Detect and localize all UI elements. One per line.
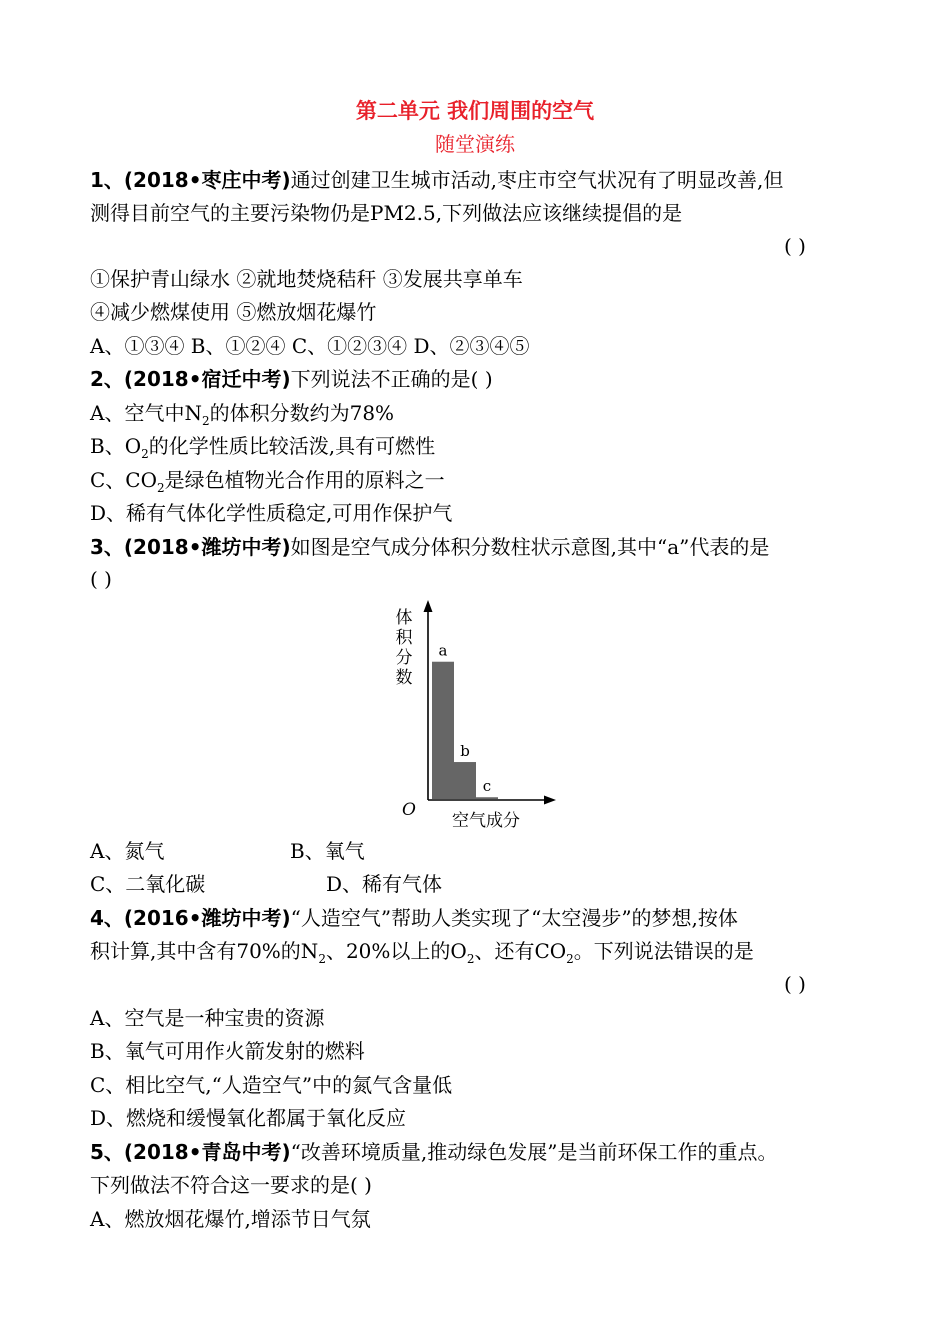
q4-option-b: B、氧气可用作火箭发射的燃料: [90, 1039, 365, 1063]
q1-items-line1: ①保护青山绿水 ②就地焚烧秸秆 ③发展共享单车: [90, 267, 523, 291]
section-subtitle: 随堂演练: [435, 132, 515, 156]
q1-stem-line2: 测得目前空气的主要污染物仍是PM2.5,下列做法应该继续提倡的是: [90, 201, 683, 225]
q5-stem-line1: [90, 1137, 777, 1167]
q2-option-a-subscript: 2: [201, 414, 210, 428]
bar-label-b: b: [460, 742, 470, 761]
q2-option-c-text: C、CO: [90, 468, 158, 492]
q2-option-d: D、稀有气体化学性质稳定,可用作保护气: [90, 501, 453, 525]
q1-options: A、①③④ B、①②④ C、①②③④ D、②③④⑤: [90, 334, 530, 358]
bar-b: [454, 762, 476, 799]
y-axis-label-char: 积: [395, 628, 413, 648]
bar-label-c: c: [482, 777, 492, 796]
q4-subscript-2: 2: [466, 952, 475, 966]
unit-title: 第二单元 我们周围的空气: [355, 99, 595, 123]
x-axis-arrow: [544, 796, 556, 805]
q4-option-d: D、燃烧和缓慢氧化都属于氧化反应: [90, 1106, 407, 1130]
q5-option-a: A、燃放烟花爆竹,增添节日气氛: [90, 1207, 371, 1231]
x-axis-label: 空气成分: [452, 811, 520, 831]
q4-option-c: C、相比空气,“人造空气”中的氮气含量低: [90, 1073, 453, 1097]
q4-subscript-3: 2: [566, 952, 574, 966]
bar-label-a: a: [438, 641, 448, 660]
q1-stem-line1: [90, 165, 783, 195]
q2-option-a-text-rest: 的体积分数约为78%: [209, 401, 395, 425]
q4-stem-text: “人造空气”帮助人类实现了“太空漫步”的梦想,按体: [290, 906, 738, 930]
q4-text-c: 、还有CO: [474, 939, 567, 963]
q3-option-c: C、二氧化碳: [90, 872, 206, 896]
q4-option-a: A、空气是一种宝贵的资源: [90, 1006, 325, 1030]
q2-option-b-text: B、O: [90, 434, 142, 458]
y-axis-label: [396, 608, 414, 688]
q1-items-line2: ④减少燃煤使用 ⑤燃放烟花爆竹: [90, 300, 377, 324]
air-composition-chart: [390, 598, 570, 834]
q2-option-c-text-rest: 是绿色植物光合作用的原料之一: [164, 468, 445, 492]
q5-stem-line2: 下列做法不符合这一要求的是( ): [90, 1173, 372, 1197]
q4-text-b: 、20%以上的O: [325, 939, 467, 963]
bar-c: [476, 797, 498, 799]
q3-option-d: D、稀有气体: [326, 872, 443, 896]
q3-number: 3、(2018•潍坊中考): [90, 535, 291, 559]
y-axis-label-char: 数: [395, 668, 413, 688]
q5-stem-text: “改善环境质量,推动绿色发展”是当前环保工作的重点。: [290, 1140, 778, 1164]
q3-option-b: B、氧气: [290, 839, 365, 863]
chart-bars: [432, 642, 498, 799]
q2-stem: [90, 364, 493, 394]
q2-stem-text: 下列说法不正确的是( ): [290, 367, 493, 391]
q2-number: 2、(2018•宿迁中考): [90, 367, 291, 391]
y-axis-label-char: 分: [395, 648, 413, 668]
q5-number: 5、(2018•青岛中考): [90, 1140, 291, 1164]
q1-answer-paren: ( ): [784, 234, 806, 258]
q2-option-c-subscript: 2: [157, 481, 165, 495]
q4-stem-line1: [90, 903, 738, 933]
q2-option-b-text-rest: 的化学性质比较活泼,具有可燃性: [148, 434, 436, 458]
q4-subscript-1: 2: [318, 952, 326, 966]
y-axis-arrow: [424, 600, 433, 612]
y-axis-label-char: 体: [395, 608, 413, 628]
q3-answer-paren: ( ): [90, 567, 112, 591]
origin-label: O: [402, 800, 416, 820]
q4-answer-paren: ( ): [784, 972, 806, 996]
q3-stem-text: 如图是空气成分体积分数柱状示意图,其中“a”代表的是: [290, 535, 770, 559]
q3-stem: [90, 532, 769, 562]
bar-a: [432, 662, 454, 799]
q1-number: 1、(2018•枣庄中考): [90, 168, 291, 192]
q4-text-a: 积计算,其中含有70%的N: [90, 939, 319, 963]
q2-option-b: [90, 431, 435, 469]
q2-option-b-subscript: 2: [141, 447, 149, 461]
q4-number: 4、(2016•潍坊中考): [90, 906, 291, 930]
q3-option-a: A、氮气: [90, 839, 165, 863]
q2-option-a-text: A、空气中N: [90, 401, 202, 425]
q1-stem-text: 通过创建卫生城市活动,枣庄市空气状况有了明显改善,但: [290, 168, 784, 192]
q4-text-d: 。下列说法错误的是: [573, 939, 754, 963]
q4-stem-line2: [90, 936, 754, 974]
